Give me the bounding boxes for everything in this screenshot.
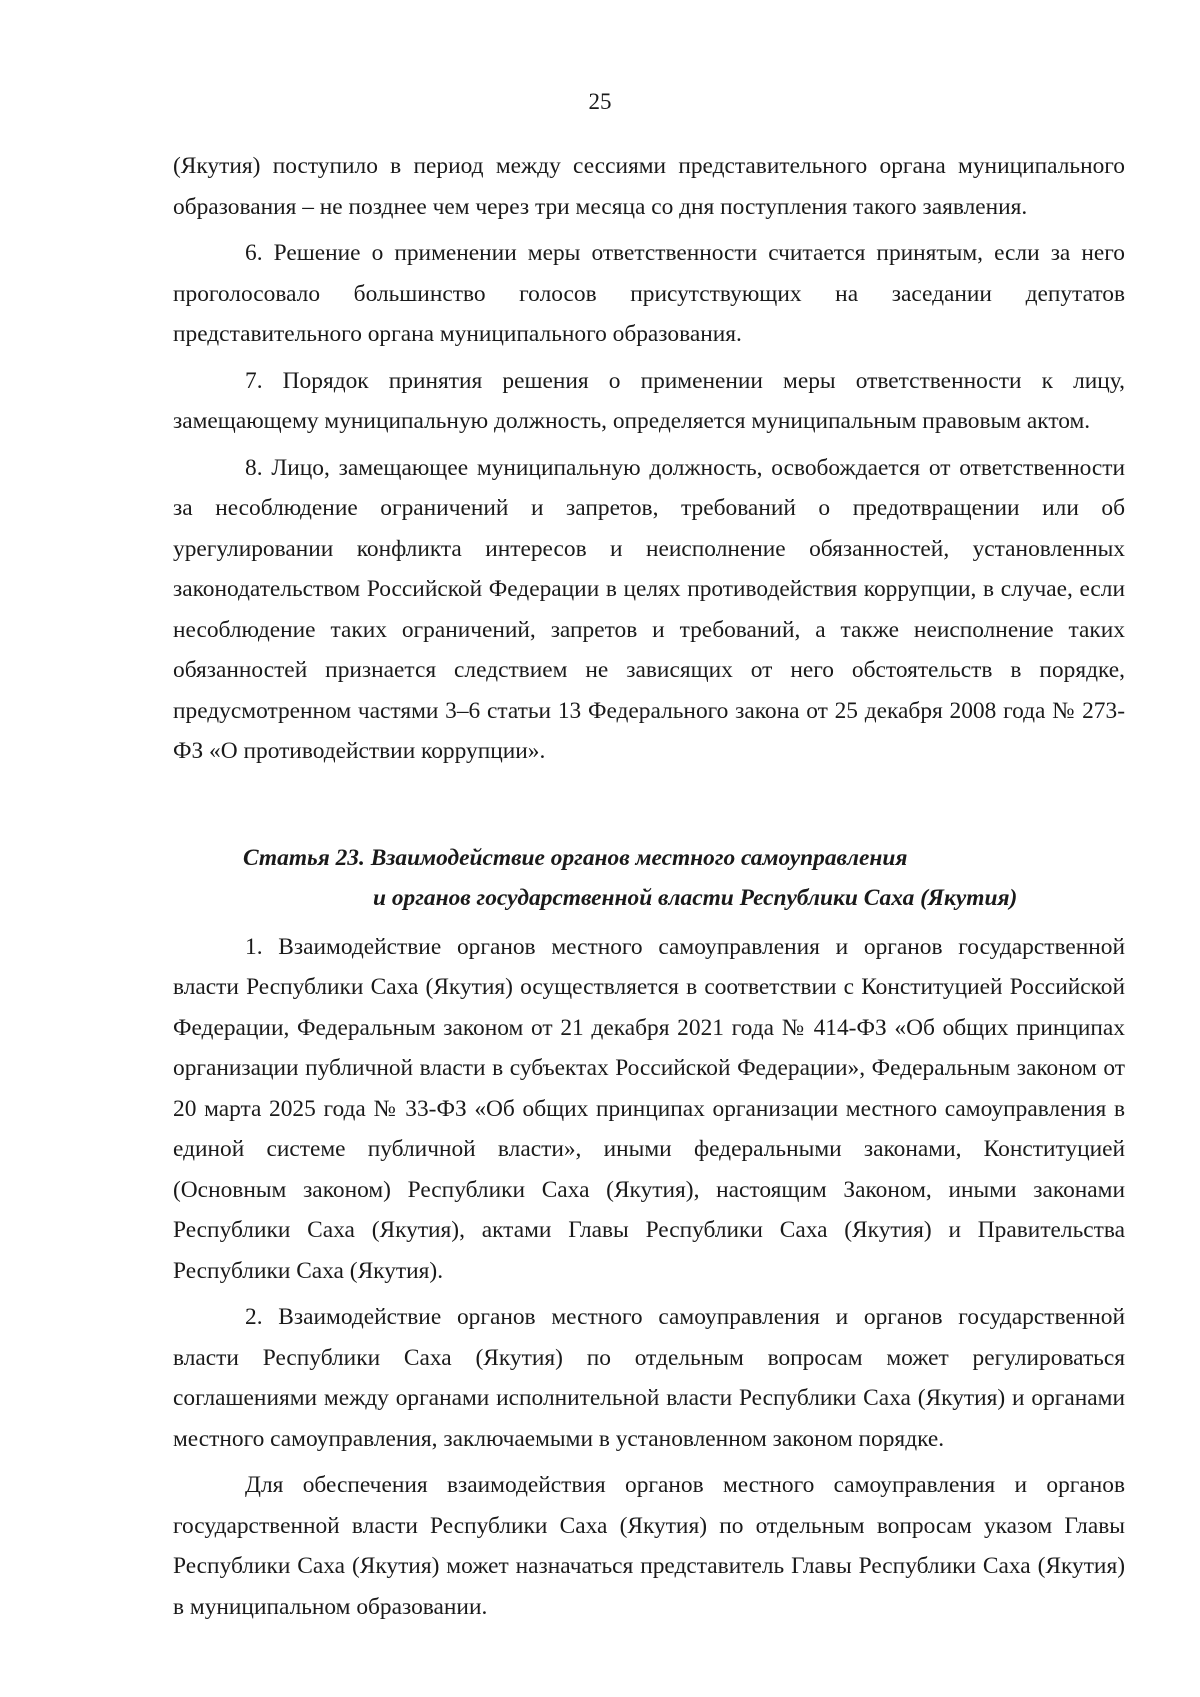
article-heading-line2: и органов государственной власти Республики Саха (Якутия) [373,885,1018,911]
article-paragraph-3: Для обеспечения взаимодействия органов местного самоуправления и органов государственной власти Республики Саха (Якутия) по отдельным вопросам указом Главы Республики Саха (Якутия) может назначаться представитель Главы Республики Саха (Якутия) в муниципальном образовании. [173,1472,1125,1620]
article-heading-line1: Статья 23. Взаимодействие органов местного самоуправления [243,844,908,871]
article-paragraph-2: 2. Взаимодействие органов местного самоуправления и органов государственной власти Республики Саха (Якутия) по отдельным вопросам может регулироваться соглашениями между органами исполнительной власти Республики Саха (Якутия) и органами местного самоуправления, заключаемыми в установленном законом порядке. [173,1304,1125,1452]
paragraph-item-7: 7. Порядок принятия решения о применении меры ответственности к лицу, замещающему муниципальную должность, определяется муниципальным правовым актом. [173,367,1125,434]
paragraph-item-6: 6. Решение о применении меры ответственности считается принятым, если за него проголосовало большинство голосов присутствующих на заседании депутатов представительного органа муниципального образования. [173,240,1125,347]
article-paragraph-1: 1. Взаимодействие органов местного самоуправления и органов государственной власти Республики Саха (Якутия) осуществляется в соответствии с Конституцией Российской Федерации, Федеральным законом от 21 декабря 2021 года № 414-ФЗ «Об общих принципах организации публичной власти в субъектах Российской Федерации», Федеральным законом от 20 марта 2025 года № 33-ФЗ «Об общих принципах организации местного самоуправления в единой системе публичной власти», иными федеральными законами, Конституцией (Основным законом) Республики Саха (Якутия), настоящим Законом, иными законами Республики Саха (Якутия), актами Главы Республики Саха (Якутия) и Правительства Республики Саха (Якутия). [173,933,1125,1284]
paragraph-item-8: 8. Лицо, замещающее муниципальную должность, освобождается от ответственности за несоблюдение ограничений и запретов, требований о предотвращении или об урегулировании конфликта интересов и неисполнение обязанностей, установленных законодательством Российской Федерации в целях противодействия коррупции, в случае, если несоблюдение таких ограничений, запретов и требований, а также неисполнение таких обязанностей признается следствием не зависящих от него обстоятельств в порядке, предусмотренном частями 3–6 статьи 13 Федерального закона от 25 декабря 2008 года № 273-ФЗ «О противодействии коррупции». [173,454,1125,764]
article-heading [173,838,1125,919]
document-body [173,146,1125,1633]
paragraph-continuation: (Якутия) поступило в период между сессиями представительного органа муниципального образования – не позднее чем через три месяца со дня поступления такого заявления. [173,153,1125,220]
page-number: 25 [588,89,612,114]
